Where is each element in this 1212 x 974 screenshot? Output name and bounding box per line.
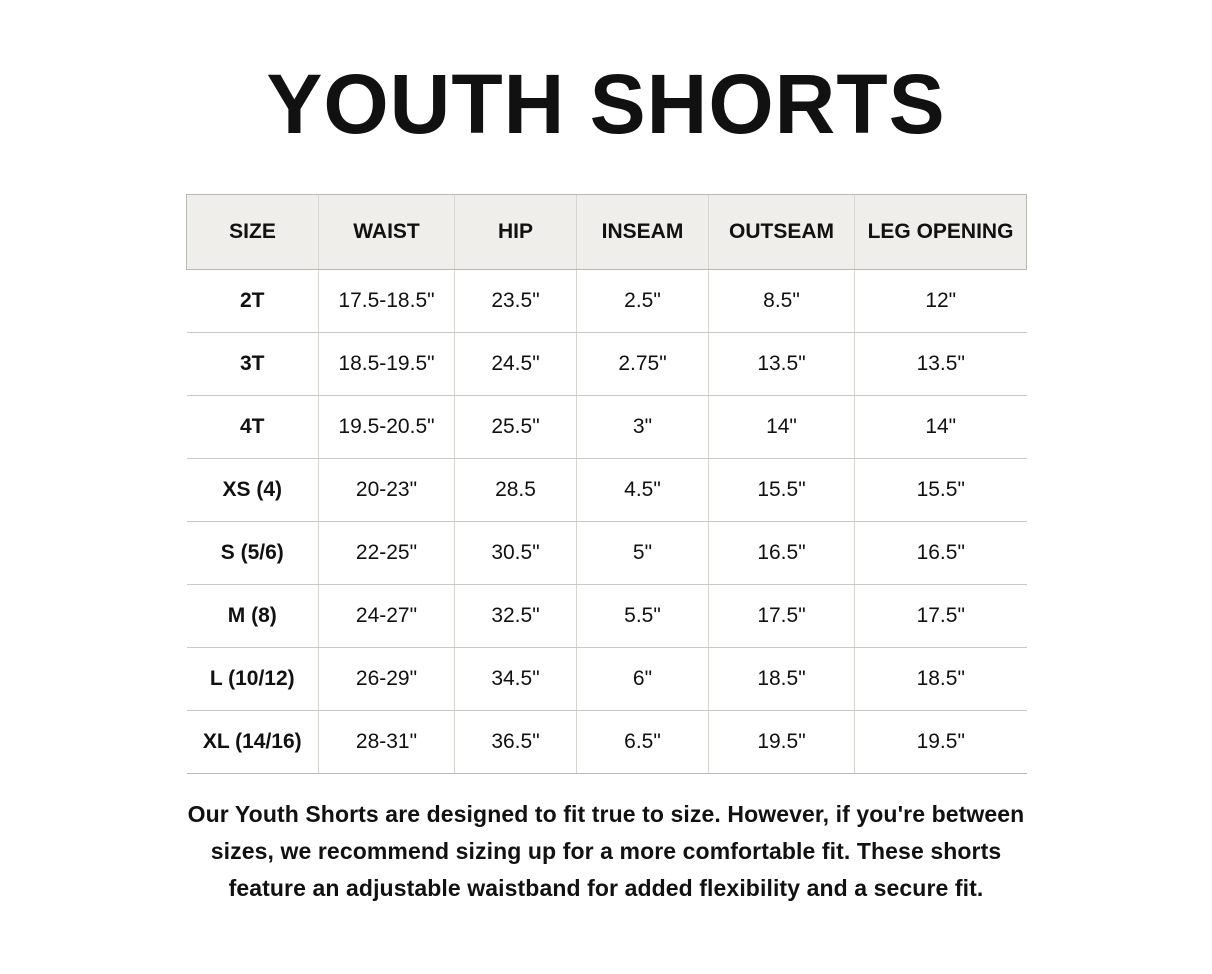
column-header-outseam: OUTSEAM [709,195,855,270]
cell-inseam: 2.5" [577,270,709,333]
cell-leg-opening: 15.5" [855,459,1027,522]
cell-waist: 19.5-20.5" [319,396,455,459]
cell-size: 4T [187,396,319,459]
column-header-size: SIZE [187,195,319,270]
cell-outseam: 8.5" [709,270,855,333]
cell-outseam: 19.5" [709,711,855,774]
cell-inseam: 6" [577,648,709,711]
cell-leg-opening: 17.5" [855,585,1027,648]
cell-waist: 20-23" [319,459,455,522]
cell-outseam: 14" [709,396,855,459]
cell-outseam: 17.5" [709,585,855,648]
cell-outseam: 16.5" [709,522,855,585]
cell-inseam: 5" [577,522,709,585]
cell-size: 2T [187,270,319,333]
cell-hip: 24.5" [455,333,577,396]
cell-hip: 30.5" [455,522,577,585]
table-row [187,648,1027,711]
cell-leg-opening: 19.5" [855,711,1027,774]
cell-size: M (8) [187,585,319,648]
cell-inseam: 5.5" [577,585,709,648]
table-row [187,711,1027,774]
column-header-hip: HIP [455,195,577,270]
column-header-inseam: INSEAM [577,195,709,270]
cell-outseam: 13.5" [709,333,855,396]
table-row [187,396,1027,459]
cell-size: 3T [187,333,319,396]
cell-size: XS (4) [187,459,319,522]
cell-hip: 32.5" [455,585,577,648]
cell-inseam: 2.75" [577,333,709,396]
cell-size: L (10/12) [187,648,319,711]
cell-hip: 25.5" [455,396,577,459]
table-row [187,459,1027,522]
table-row [187,333,1027,396]
cell-waist: 17.5-18.5" [319,270,455,333]
cell-outseam: 18.5" [709,648,855,711]
fit-note: Our Youth Shorts are designed to fit true to size. However, if you're between sizes, we recommend sizing up for a more comfortable fit. These shorts feature an adjustable waistband for added flexibility and a secure fit. [187,801,1025,901]
cell-hip: 23.5" [455,270,577,333]
cell-outseam: 15.5" [709,459,855,522]
cell-waist: 22-25" [319,522,455,585]
table-row [187,585,1027,648]
cell-leg-opening: 12" [855,270,1027,333]
cell-leg-opening: 16.5" [855,522,1027,585]
cell-waist: 28-31" [319,711,455,774]
table-row [187,522,1027,585]
cell-size: S (5/6) [187,522,319,585]
cell-waist: 26-29" [319,648,455,711]
cell-leg-opening: 14" [855,396,1027,459]
cell-size: XL (14/16) [187,711,319,774]
size-table-container [186,146,1026,774]
page-title: YOUTH SHORTS [266,57,946,151]
table-row [187,270,1027,333]
cell-waist: 18.5-19.5" [319,333,455,396]
cell-inseam: 3" [577,396,709,459]
table-header-row [187,195,1027,270]
cell-hip: 36.5" [455,711,577,774]
size-chart-table [186,194,1027,774]
column-header-leg-opening: LEG OPENING [855,195,1027,270]
cell-inseam: 4.5" [577,459,709,522]
table-header [187,195,1027,270]
table-body [187,270,1027,774]
cell-leg-opening: 13.5" [855,333,1027,396]
cell-hip: 34.5" [455,648,577,711]
column-header-waist: WAIST [319,195,455,270]
cell-hip: 28.5 [455,459,577,522]
cell-inseam: 6.5" [577,711,709,774]
cell-leg-opening: 18.5" [855,648,1027,711]
cell-waist: 24-27" [319,585,455,648]
